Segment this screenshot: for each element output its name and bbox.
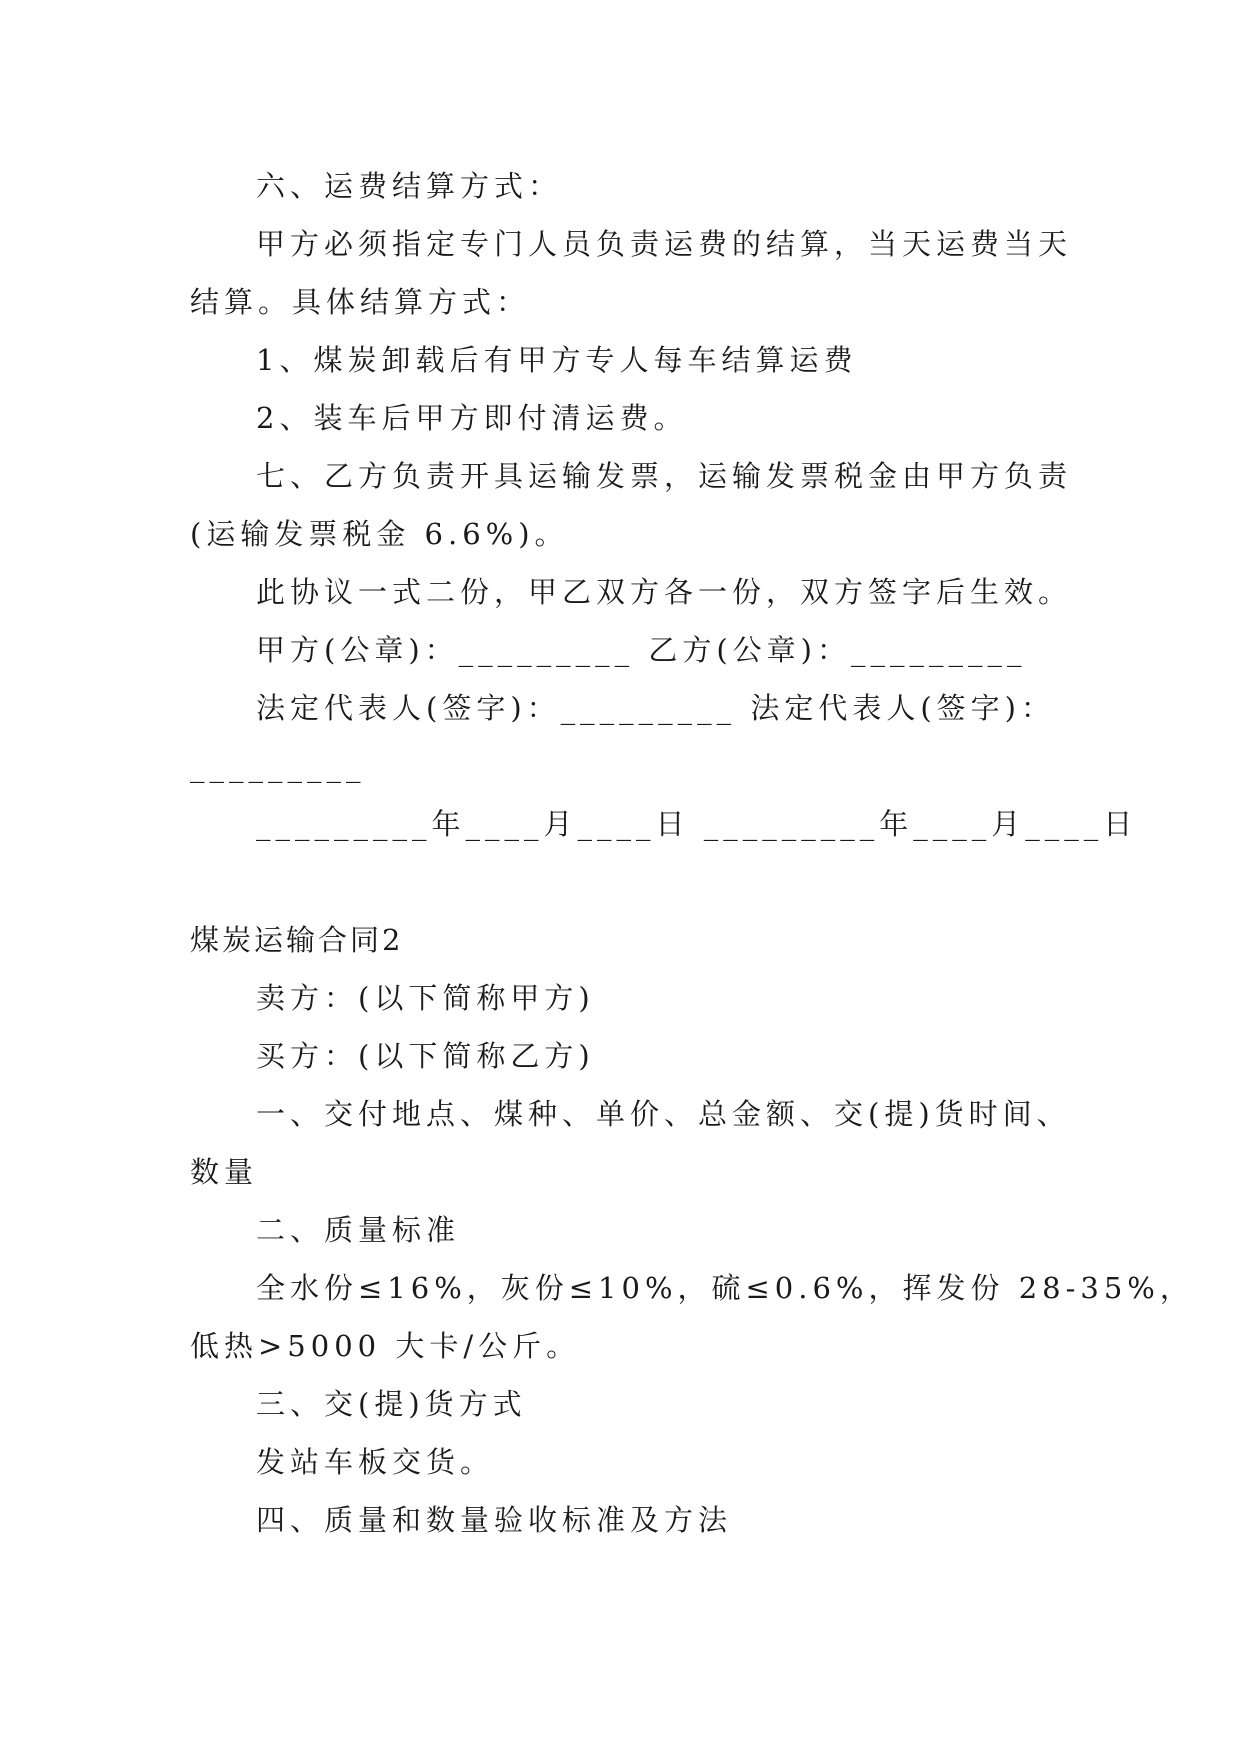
signature-rep-line: 法定代表人(签字)：_________ 法定代表人(签字)： — [256, 691, 1055, 725]
clause-heading: 一、交付地点、煤种、单价、总金额、交(提)货时间、 — [256, 1097, 1071, 1131]
paragraph-line: 发站车板交货。 — [256, 1445, 495, 1479]
paragraph-line: 低热>5000 大卡/公斤。 — [190, 1329, 581, 1363]
signature-seal-line: 甲方(公章)：_________ 乙方(公章)：_________ — [256, 633, 1027, 667]
party-buyer: 买方：(以下简称乙方) — [256, 1039, 595, 1073]
list-item: 1、煤炭卸载后有甲方专人每车结算运费 — [256, 343, 858, 377]
clause-heading-cont: 数量 — [190, 1155, 259, 1189]
paragraph-line: (运输发票税金 6.6%)。 — [190, 517, 569, 551]
paragraph-line: 甲方必须指定专门人员负责运费的结算，当天运费当天 — [256, 227, 1073, 261]
clause-heading: 三、交(提)货方式 — [256, 1387, 527, 1421]
party-seller: 卖方：(以下简称甲方) — [256, 981, 595, 1015]
date-line: _________年____月____日 _________年____月____日 — [256, 807, 1138, 841]
clause-heading: 四、质量和数量验收标准及方法 — [256, 1503, 733, 1537]
paragraph-line: 七、乙方负责开具运输发票，运输发票税金由甲方负责 — [256, 459, 1073, 493]
signature-rep-blank: _________ — [190, 749, 366, 783]
list-item: 2、装车后甲方即付清运费。 — [256, 401, 688, 435]
document-title: 煤炭运输合同2 — [190, 923, 404, 957]
section-heading: 六、运费结算方式： — [256, 169, 563, 203]
clause-heading: 二、质量标准 — [256, 1213, 461, 1247]
paragraph-line: 此协议一式二份，甲乙双方各一份，双方签字后生效。 — [256, 575, 1073, 609]
paragraph-line: 全水份≤16%，灰份≤10%，硫≤0.6%，挥发份 28-35%， — [256, 1271, 1194, 1305]
paragraph-line: 结算。具体结算方式： — [190, 285, 531, 319]
